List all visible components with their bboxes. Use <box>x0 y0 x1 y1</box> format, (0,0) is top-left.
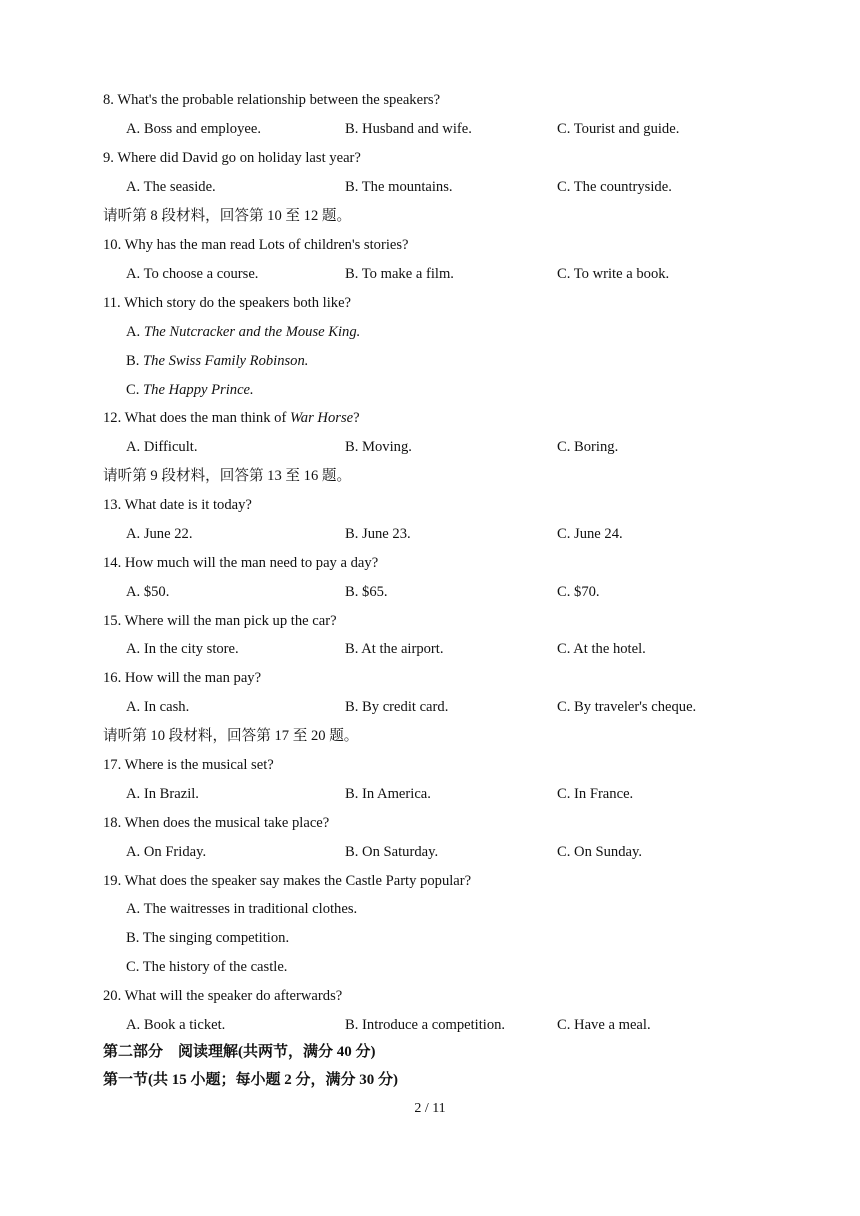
option-a: A. To choose a course. <box>126 266 259 282</box>
option-c: C. Have a meal. <box>557 1017 651 1033</box>
story-title: The Nutcracker and the Mouse King. <box>143 324 361 340</box>
option-line <box>126 352 308 370</box>
question-text: 17. Where is the musical set? <box>103 757 274 773</box>
option-c: C. Boring. <box>557 439 619 455</box>
option-a: A. Book a ticket. <box>126 1017 226 1033</box>
option-label: C. <box>126 382 144 398</box>
option-c: C. June 24. <box>557 526 623 542</box>
option-b: B. At the airport. <box>345 641 444 657</box>
option-a: A. Boss and employee. <box>126 121 261 137</box>
story-title: The Happy Prince. <box>143 382 254 398</box>
option-c: C. $70. <box>557 584 600 600</box>
section-instruction: 请听第 9 段材料，回答第 13 至 16 题。 <box>103 468 352 484</box>
option-b: B. To make a film. <box>345 266 454 282</box>
question-text: 9. Where did David go on holiday last year? <box>103 150 361 166</box>
question-text: 16. How will the man pay? <box>103 670 262 686</box>
part-heading: 第一节(共 15 小题；每小题 2 分，满分 30 分) <box>103 1072 398 1088</box>
option-b: B. The mountains. <box>345 179 453 195</box>
option-label: B. <box>126 353 144 369</box>
option-c: C. On Sunday. <box>557 844 642 860</box>
option-a: A. On Friday. <box>126 844 207 860</box>
option-line <box>126 323 360 341</box>
option-c: C. At the hotel. <box>557 641 646 657</box>
section-instruction: 请听第 10 段材料，回答第 17 至 20 题。 <box>103 728 359 744</box>
option-a: A. Difficult. <box>126 439 198 455</box>
part-heading: 第二部分 阅读理解(共两节，满分 40 分) <box>103 1044 376 1060</box>
story-title: War Horse <box>289 410 354 426</box>
question-text: 20. What will the speaker do afterwards? <box>103 988 343 1004</box>
question-text: 14. How much will the man need to pay a day? <box>103 555 379 571</box>
option-a: A. The seaside. <box>126 179 216 195</box>
option-line <box>126 900 357 918</box>
option-a: A. June 22. <box>126 526 193 542</box>
option-c: C. Tourist and guide. <box>557 121 680 137</box>
option-b: B. June 23. <box>345 526 411 542</box>
question-text: 15. Where will the man pick up the car? <box>103 613 337 629</box>
option-c: C. By traveler's cheque. <box>557 699 697 715</box>
option-b: B. Moving. <box>345 439 412 455</box>
option-b: B. By credit card. <box>345 699 449 715</box>
option-line <box>126 929 289 947</box>
option-b: B. On Saturday. <box>345 844 439 860</box>
option-label: C. The history of the castle. <box>126 959 288 975</box>
option-a: A. In the city store. <box>126 641 239 657</box>
section-instruction: 请听第 8 段材料，回答第 10 至 12 题。 <box>103 208 352 224</box>
option-b: B. Introduce a competition. <box>345 1017 506 1033</box>
option-c: C. The countryside. <box>557 179 672 195</box>
option-b: B. In America. <box>345 786 431 802</box>
question-text: 10. Why has the man read Lots of children's stories? <box>103 237 409 253</box>
option-label: A. The waitresses in traditional clothes. <box>126 901 358 917</box>
option-line <box>126 381 254 399</box>
option-a: A. $50. <box>126 584 170 600</box>
option-c: C. To write a book. <box>557 266 670 282</box>
question-text: 18. When does the musical take place? <box>103 815 330 831</box>
question-text <box>103 409 360 427</box>
question-text: 11. Which story do the speakers both like? <box>103 295 352 311</box>
option-label: B. The singing competition. <box>126 930 290 946</box>
option-a: A. In cash. <box>126 699 190 715</box>
question-text: 19. What does the speaker say makes the Castle Party popular? <box>103 873 472 889</box>
question-post: ? <box>353 410 360 426</box>
option-b: B. $65. <box>345 584 388 600</box>
option-line <box>126 958 287 976</box>
page-number: 2 / 11 <box>414 1101 446 1116</box>
question-pre: 12. What does the man think of <box>103 410 290 426</box>
option-label: A. <box>126 324 144 340</box>
option-c: C. In France. <box>557 786 634 802</box>
option-b: B. Husband and wife. <box>345 121 472 137</box>
option-a: A. In Brazil. <box>126 786 199 802</box>
question-text: 13. What date is it today? <box>103 497 252 513</box>
question-text: 8. What's the probable relationship between the speakers? <box>103 92 441 108</box>
story-title: The Swiss Family Robinson. <box>143 353 309 369</box>
